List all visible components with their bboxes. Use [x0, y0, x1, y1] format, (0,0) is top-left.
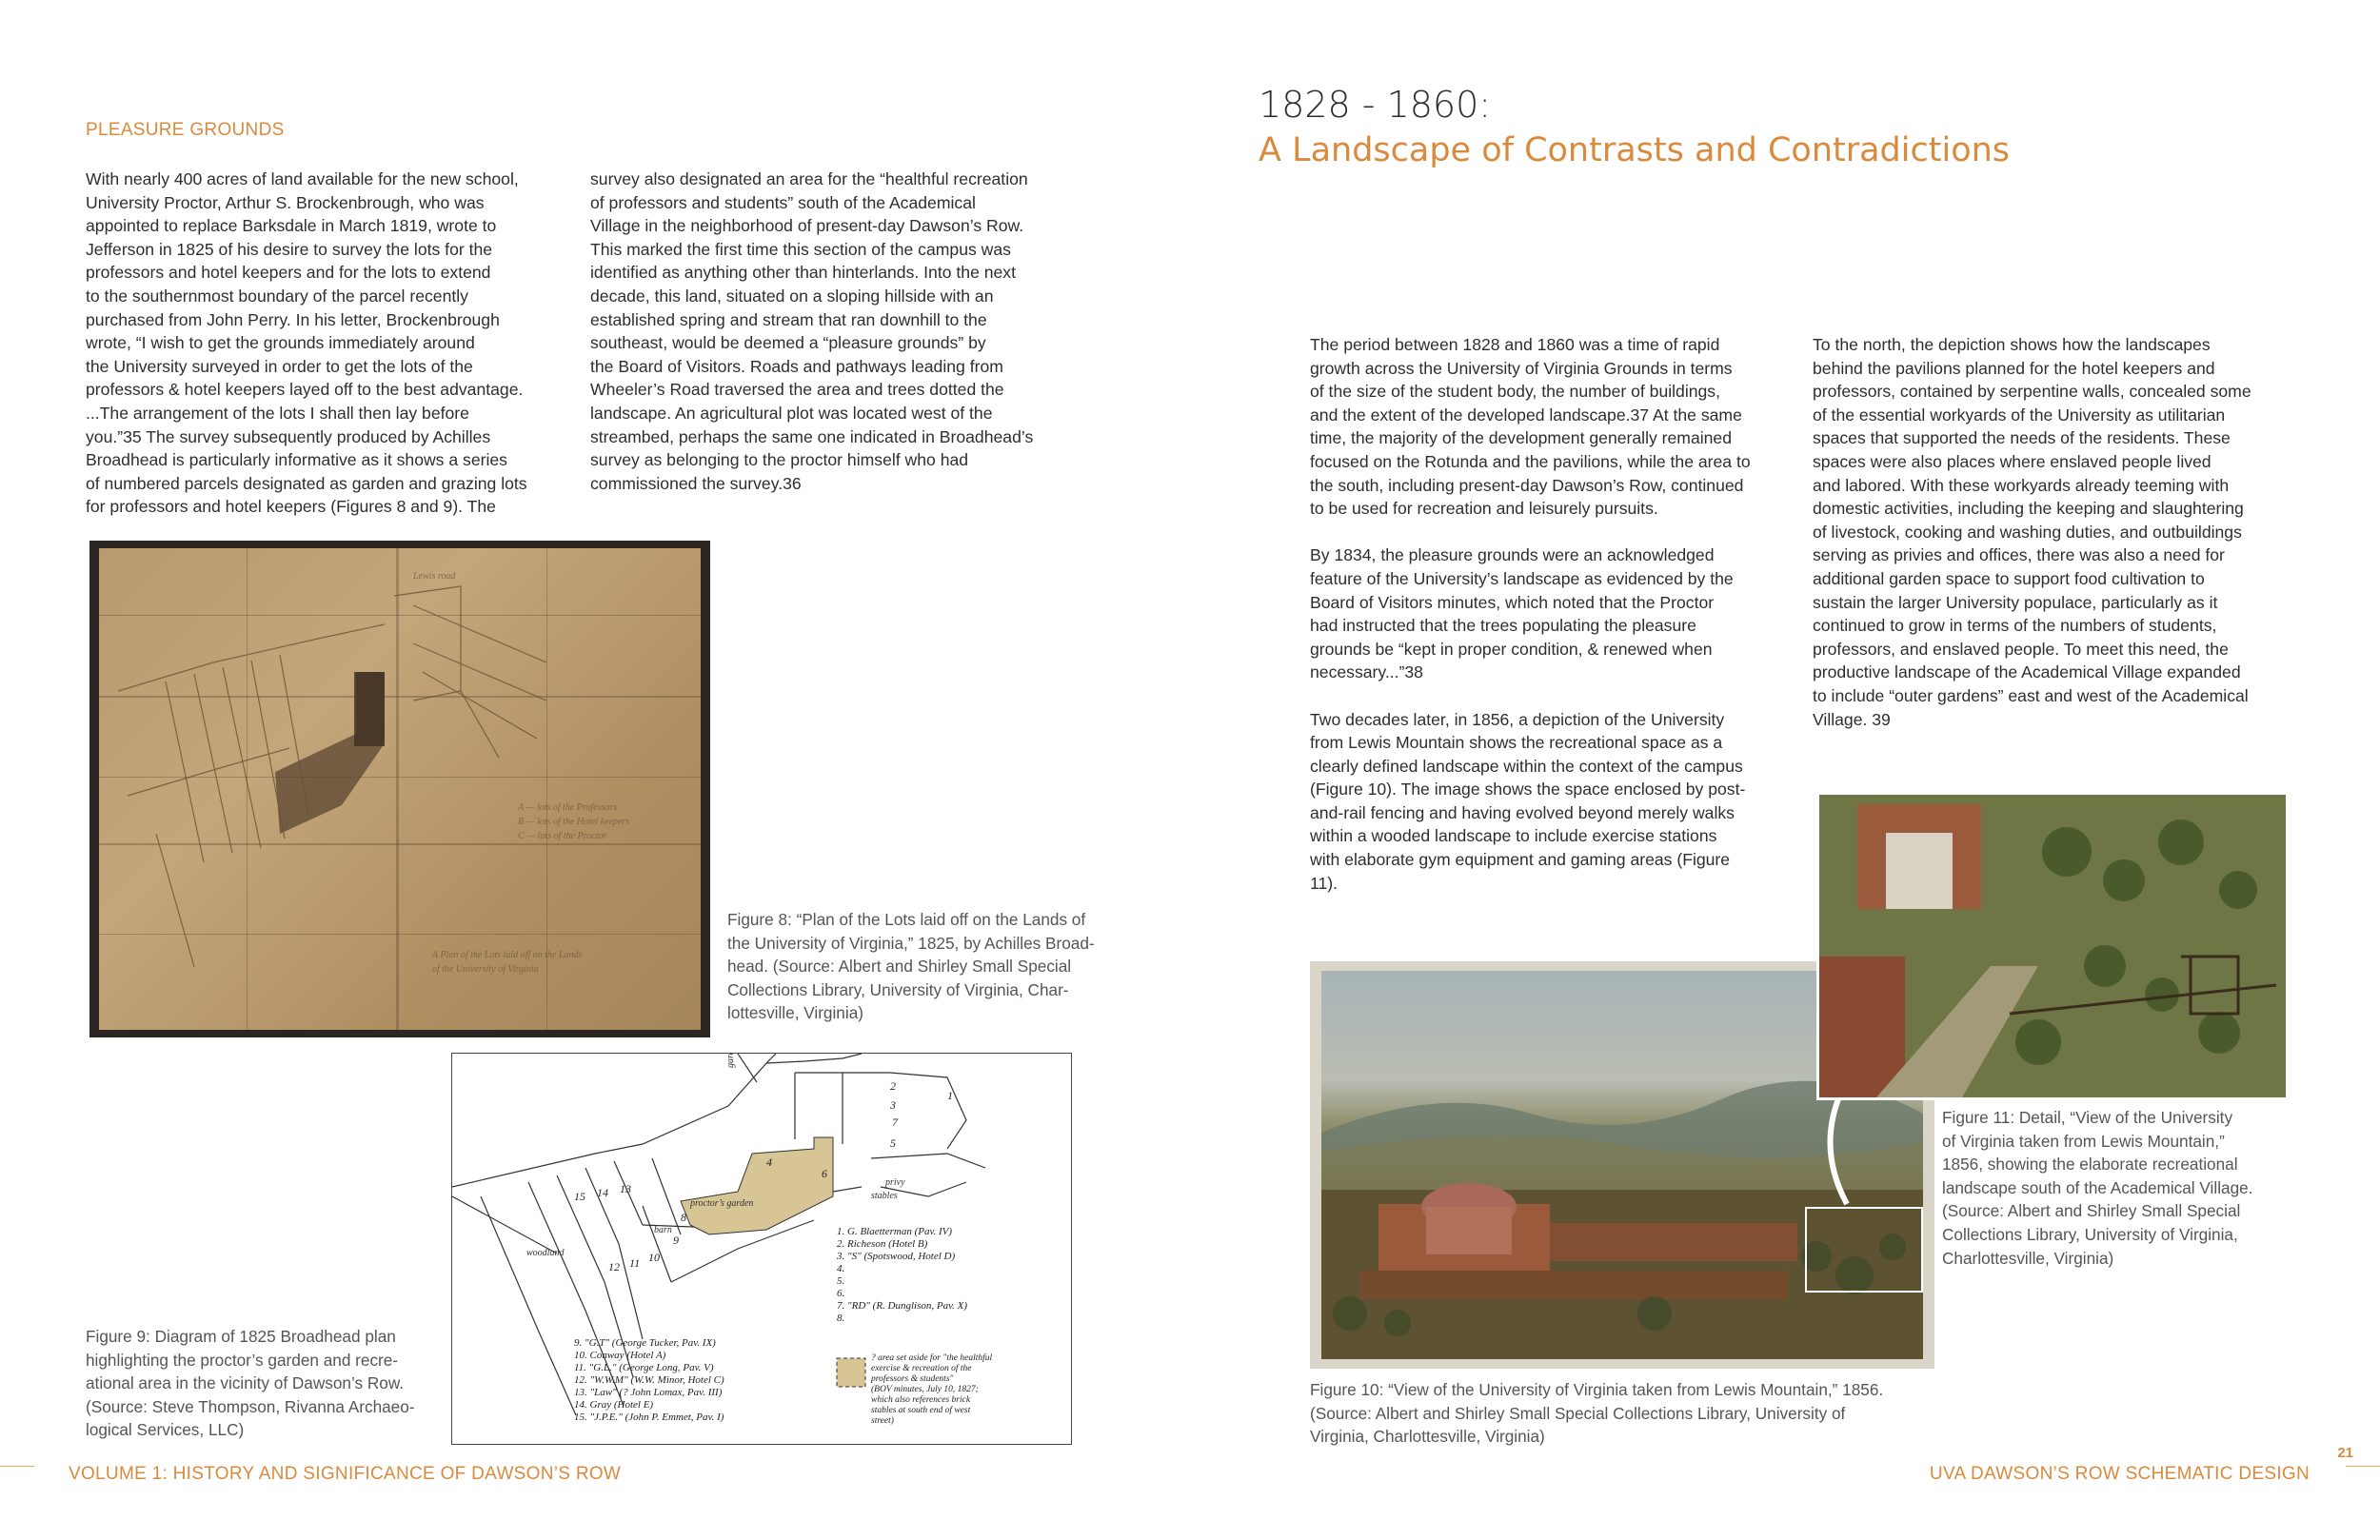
svg-text:Lewis road: Lewis road [413, 571, 456, 582]
page-number: 21 [2337, 1445, 2353, 1461]
legend-item: 5. [837, 1275, 845, 1287]
footer-rule-left [0, 1466, 34, 1467]
section-label: PLEASURE GROUNDS [86, 120, 285, 140]
lot-15-label: 15 [574, 1190, 585, 1203]
lot-7-label: 7 [892, 1116, 898, 1129]
lot-8-label: 8 [681, 1211, 686, 1224]
footer-rule-right [2346, 1466, 2380, 1467]
key-text: stables at south end of west [871, 1406, 971, 1415]
svg-text:C — lots of the Proctor: C — lots of the Proctor [518, 831, 607, 841]
lot-5-label: 5 [890, 1136, 896, 1150]
garden-label: garden [725, 1054, 736, 1068]
key-text: street) [871, 1416, 894, 1426]
figure-11-detail-image [1816, 792, 2289, 1100]
lot-3-label: 3 [890, 1098, 896, 1112]
figure-9-caption: Figure 9: Diagram of 1825 Broadhead plan highlighting the proctor’s garden and recre- ational area in the vicinity of Dawson’s Row. (Source: Steve Thompson, Rivanna Archaeo- logical Services, LLC) [86, 1327, 415, 1440]
lot-1-label: 1 [947, 1089, 953, 1102]
lot-6-label: 6 [822, 1167, 827, 1180]
key-text: ? area set aside for "the healthful [871, 1353, 993, 1363]
lot-2-label: 2 [890, 1079, 896, 1093]
body-column-1: With nearly 400 acres of land available for the new school, University Proctor, Arthur S. Brockenbrough, who was appointed to replace Barksdale in March 1819, wrote to Jefferson in 1825 of his desire to survey the lots for the professors and hotel keepers and for the lots to extend to the southernmost boundary of the parcel recently purchased from John Perry. In his letter, Brockenbrough wrote, “I wish to get the grounds immediately around the University surveyed in order to get the lots of the professors & hotel keepers layed off to the best advantage. ...The arrangement of the lots I shall then lay before you.”35 The survey subsequently produced by Achilles Broadhead is particularly informative as it shows a series of numbered parcels designated as garden and grazing lots for professors and hotel keepers (Figures 8 and 9). The [86, 169, 527, 517]
legend-swatch [837, 1358, 865, 1387]
proctors-garden-label: proctor’s garden [690, 1198, 754, 1209]
legend-item: 10. Conway (Hotel A) [574, 1350, 666, 1361]
lot-14-label: 14 [597, 1186, 608, 1199]
legend-item: 7. "RD" (R. Dunglison, Pav. X) [837, 1300, 968, 1312]
legend-item: 11. "G.L." (George Long, Pav. V) [574, 1362, 714, 1373]
footer-left: VOLUME 1: HISTORY AND SIGNIFICANCE OF DAWSON’S ROW [69, 1464, 622, 1484]
barn-label: barn [654, 1225, 672, 1235]
privy-label: privy [885, 1177, 905, 1188]
figure-9-diagram [451, 1053, 1072, 1445]
lot-11-label: 11 [629, 1256, 641, 1270]
page-title: A Landscape of Contrasts and Contradictions [1259, 131, 2011, 169]
legend-item: 13. "Law" (? John Lomax, Pav. III) [574, 1387, 723, 1398]
footer-right: UVA DAWSON’S ROW SCHEMATIC DESIGN [1929, 1464, 2310, 1484]
svg-text:of the University of Virginia: of the University of Virginia [432, 964, 539, 975]
key-text: (BOV minutes, July 10, 1827; [871, 1385, 979, 1394]
woodland-label: woodland [526, 1248, 565, 1258]
body-column-4: To the north, the depiction shows how the landscapes behind the pavilions planned for the hotel keepers and professors, contained by serpentine walls, concealed some of the essential workyards of the University as utilitarian spaces that supported the needs of the residents. These spaces were also places where enslaved people lived and labored. With these workyards already teeming with domestic activities, including the keeping and slaughtering of livestock, cooking and washing duties, and outbuildings serving as privies and offices, there was also a need for additional garden space to support food cultivation to sustain the larger University populace, particularly as it continued to grow in terms of the numbers of students, professors, and enslaved people. To meet this need, the productive landscape of the Academical Village expanded to include “outer gardens” east and west of the Academical Village. 39 [1813, 335, 2251, 729]
figure-11-caption: Figure 11: Detail, “View of the University of Virginia taken from Lewis Mountain,” 1856, showing the elaborate recreational landscape south of the Academical Village. (Source: Albert and Shirley Small Special Collections Library, University of Virginia, Charlottesville, Virginia) [1942, 1108, 2253, 1268]
svg-text:A — lots of the Professors: A — lots of the Professors [518, 802, 618, 813]
figure-8-caption: Figure 8: “Plan of the Lots laid off on the Lands of the University of Virginia,” 1825, by Achilles Broad- head. (Source: Albert and Shirley Small Special Collections Library, University of Virginia, Char- lottesville, Virginia) [727, 910, 1095, 1023]
legend-item: 2. Richeson (Hotel B) [837, 1238, 928, 1250]
figure-8-map-image [89, 541, 710, 1037]
lot-9-label: 9 [673, 1234, 679, 1247]
lot-4-label: 4 [766, 1155, 772, 1169]
lot-10-label: 10 [648, 1251, 660, 1264]
page-title-years: 1828 - 1860: [1259, 84, 1492, 126]
figure-10-caption: Figure 10: “View of the University of Virginia taken from Lewis Mountain,” 1856. (Source: Albert and Shirley Small Special Collections Library, University of Virginia, Charlottesville, Virginia) [1310, 1380, 1884, 1447]
lot-13-label: 13 [620, 1182, 631, 1195]
legend-item: 15. "J.P.E." (John P. Emmet, Pav. I) [574, 1412, 724, 1423]
stables-label: stables [871, 1191, 898, 1201]
detail-indicator-box [1805, 1207, 1923, 1293]
svg-text:B — lots of the Hotel keepers: B — lots of the Hotel keepers [518, 817, 630, 827]
body-column-3: The period between 1828 and 1860 was a time of rapid growth across the University of Virginia Grounds in terms of the size of the student body, the number of buildings, and the extent of the developed landscape.37 At the same time, the majority of the development generally remained focused on the Rotunda and the pavilions, while the area to the south, including present-day Dawson’s Row, continued to be used for recreation and leisurely pursuits. By 1834, the pleasure grounds were an acknowledged feature of the University’s landscape as evidenced by the Board of Visitors minutes, which noted that the Proctor had instructed that the trees populating the pleasure grounds be “kept in proper condition, & renewed when necessary...”38 Two decades later, in 1856, a depiction of the University from Lewis Mountain shows the recreational space as a clearly defined landscape within the context of the campus (Figure 10). The image shows the space enclosed by post- and-rail fencing and having evolved beyond merely walks within a wooded landscape to include exercise stations with elaborate gym equipment and gaming areas (Figure 11). [1310, 335, 1751, 893]
svg-text:A Plan of the Lots laid off on: A Plan of the Lots laid off on the Lands [432, 950, 583, 960]
proctors-garden-highlight [681, 1137, 833, 1234]
key-text: professors & students" [871, 1374, 954, 1384]
key-text: exercise & recreation of the [871, 1364, 972, 1373]
body-column-2: survey also designated an area for the “healthful recreation of professors and students” south of the Academical Village in the neighborhood of present-day Dawson’s Row. This marked the first time this section of the campus was identified as anything other than hinterlands. Into the next decade, this land, situated on a sloping hillside with an established spring and stream that ran downhill to the southeast, would be deemed a “pleasure grounds” by the Board of Visitors. Roads and pathways leading from Wheeler’s Road traversed the area and trees dotted the landscape. An agricultural plot was located west of the streambed, perhaps the same one indicated in Broadhead’s survey as belonging to the proctor himself who had commissioned the survey.36 [590, 169, 1034, 493]
legend-item: 1. G. Blaetterman (Pav. IV) [837, 1226, 953, 1237]
legend-item: 4. [837, 1263, 845, 1274]
legend-item: 6. [837, 1288, 845, 1299]
legend-item: 14. Gray (Hotel E) [574, 1399, 654, 1411]
legend-item: 8. [837, 1313, 845, 1324]
legend-item: 9. "G.T" (George Tucker, Pav. IX) [574, 1337, 716, 1349]
lot-12-label: 12 [608, 1260, 620, 1273]
legend-item: 12. "W.W.M" (W.W. Minor, Hotel C) [574, 1374, 724, 1386]
key-text: which also references brick [871, 1395, 971, 1405]
legend-item: 3. "S" (Spotswood, Hotel D) [837, 1251, 956, 1262]
